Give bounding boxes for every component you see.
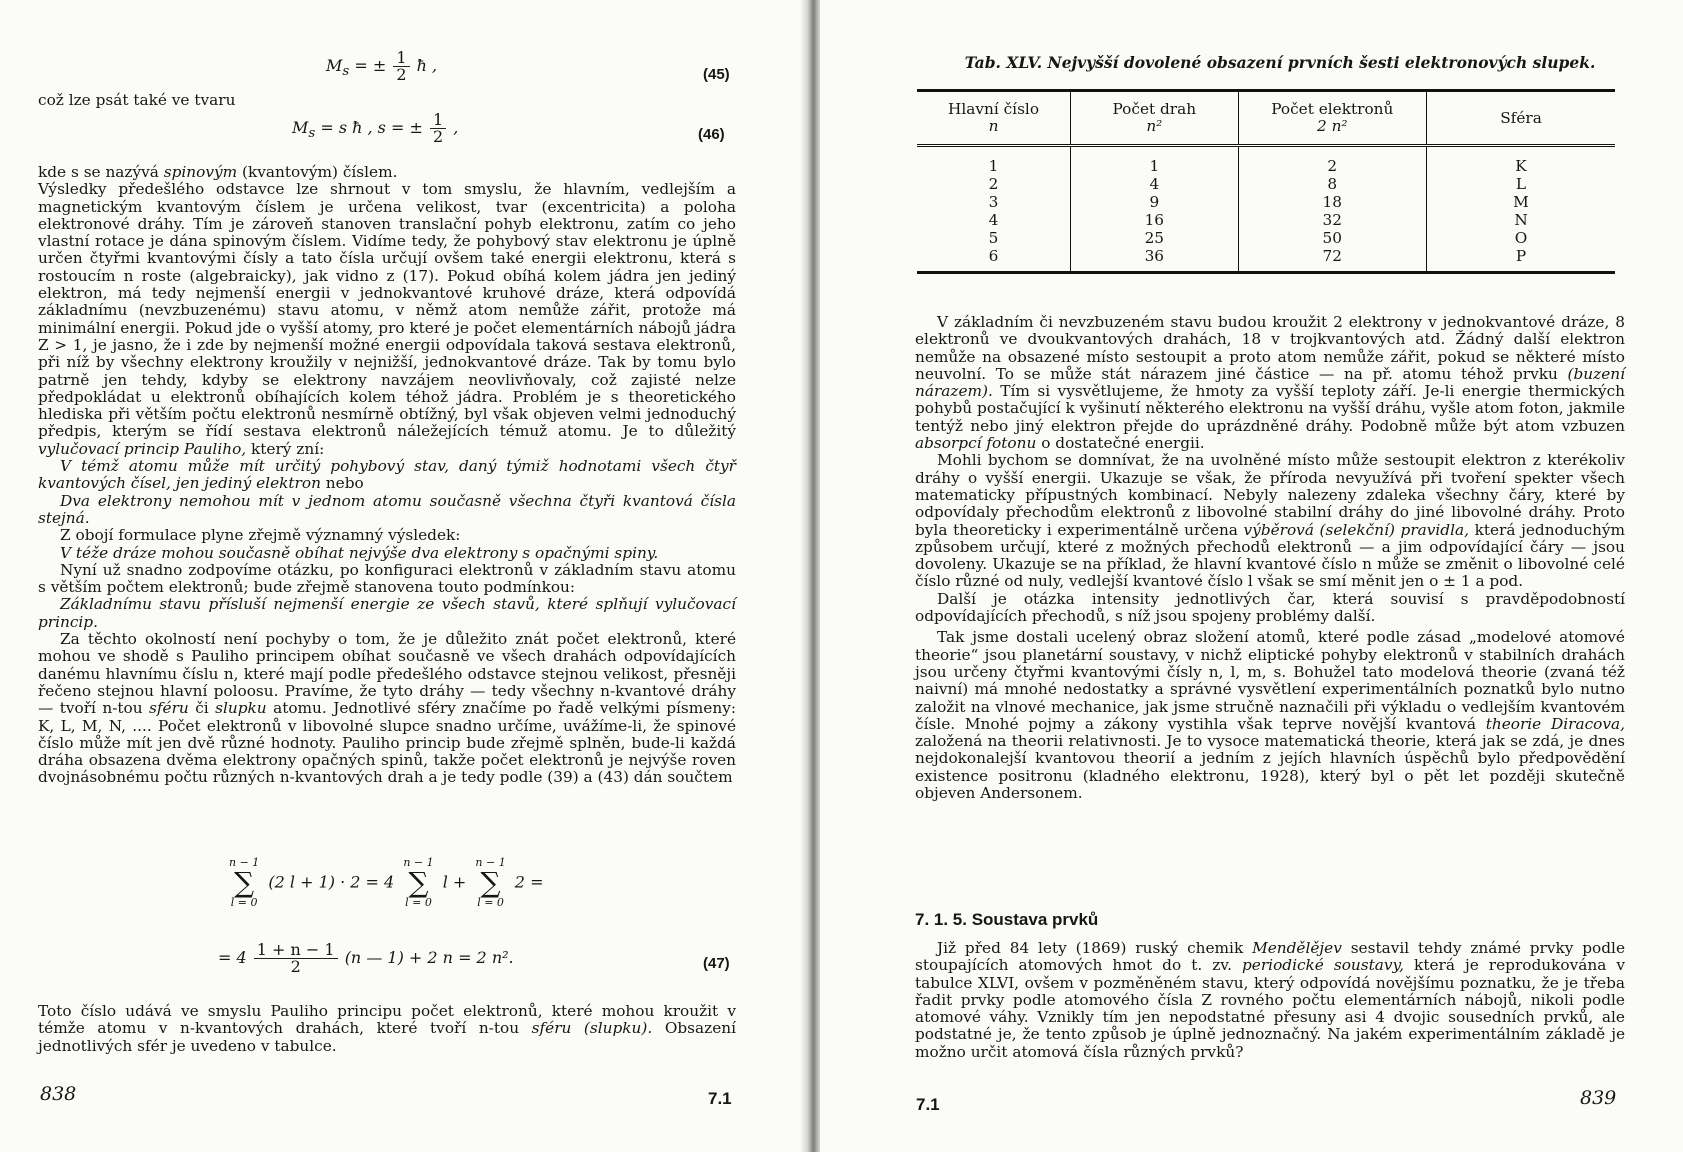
paragraph-ground-state: Základnímu stavu přísluší nejmenší energie ze všech stavů, které splňují vylučovací princip.: [38, 595, 736, 631]
text-run: kde s se nazývá: [38, 163, 164, 181]
equation-45-label: (45): [703, 66, 730, 83]
text-run: Obsazení jednotlivých sfér je uvedeno v tabulce.: [38, 1019, 736, 1055]
eq46-lhs: M: [292, 118, 309, 137]
left-page: [0, 0, 808, 1152]
text-run-italic: theorie Diracova,: [1485, 714, 1625, 733]
sum-lower: l = 0: [405, 896, 432, 909]
table-row: [917, 193, 1615, 211]
text-run: o dostatečné energii.: [1036, 434, 1205, 453]
eq45-sub: s: [342, 64, 350, 80]
text-run: Tak jsme dostali ucelený obraz složení atomů, které podle zásad „modelové atomové theorie“ jsou planetární soustavy, v nichž eliptické pohyby elektronů v stabilních drahách jsou určeny čtyřmi kvantovými čísly n, l, m, s. Bohužel tato modelová theorie (zvaná též naivní) má mnohé nedostatky a správné vysvětlení experimentálních poznatků bylo nutno založit na vlnové mechanice, jak jsme stručně naznačili při výkladu o vedlejším kvantovém čísle. Mnohé pojmy a zákony vystihla však teprve novější kvantová: [915, 628, 1625, 733]
table-cell: O: [1427, 229, 1615, 247]
text-run: která je reprodukována v tabulce XLVI, ovšem v pozměněném stavu, který odpovídá novějšímu poznatku, že je třeba řadit prvky podle atomového čísla Z rovného počtu elementárních nábojů, nikoli podle atomové váhy. Vznikly tím jen nepodstatné přesuny asi 4 dvojic sousedních prvků, ale podstatné je, že tento způsob je úplně jednoznačný. Na jakém experimentálním základě je možno určit atomová čísla různých prvků?: [915, 956, 1626, 1061]
text-run: nebo: [320, 474, 364, 493]
table-cell: 2: [1238, 146, 1426, 176]
text-run: založená na theorii relativnosti. Je to vysoce matematická theorie, která jak se zdá, je dnes nejdokonalejší kvantovou theorií a jedním z jejích hlavních úspěchů bylo předpovědění existence positronu (kladného elektronu, 1928), který byl o pět let později skutečně objeven Andersonem.: [915, 732, 1625, 803]
text-run-italic: vylučovací princip Pauliho,: [38, 439, 247, 458]
table-row: [917, 175, 1615, 193]
text-run: Tím si vysvětlujeme, že hmoty za vyšší teploty září. Je-li energie thermických pohybů postačující k vyšinutí některého elektronu na vyšší dráhu, vyšle atom foton, jakmile tentýž nebo jiný elektron přejde do uprázdněné dráhy. Podobně může být atom vzbuzen: [915, 382, 1625, 435]
equation-47-label: (47): [703, 955, 730, 972]
table-cell: 32: [1238, 211, 1426, 229]
table-cell: P: [1427, 247, 1615, 273]
text-run-italic: slupku: [215, 699, 267, 718]
table-cell: 4: [1071, 175, 1239, 193]
table-cell: 18: [1238, 193, 1426, 211]
eq46-num: 1: [430, 112, 446, 129]
table-cell: 5: [917, 229, 1071, 247]
header-symbol: 2 n²: [1316, 117, 1348, 135]
text-run-italic: spinovým: [163, 163, 238, 181]
text-run: který zní:: [246, 439, 325, 458]
right-text-block-1: [915, 314, 1625, 802]
paragraph-intensity: Další je otázka intensity jednotlivých čar, která souvisí s pravděpodobností odpovídajících přechodů, s níž jsou spojeny problémy další.: [915, 589, 1625, 626]
text-run: Toto číslo udává ve smyslu Pauliho principu počet elektronů, které mohou kroužit v témže atomu v n-kvantových drahách, které tvoří n-tou: [38, 1002, 736, 1038]
sum-lower: l = 0: [230, 896, 258, 909]
page-number-right: 839: [1580, 1087, 1617, 1109]
table-caption: Tab. XLV. Nejvyšší dovolené obsazení prvních šesti elektronových slupek.: [964, 53, 1596, 72]
header-line: Hlavní číslo: [948, 100, 1040, 118]
text-run: Již před 84 lety (1869) ruský chemik: [937, 939, 1253, 957]
equation-47-line2: [218, 942, 514, 975]
text-run-italic: (buzení nárazem).: [915, 364, 1625, 401]
table-cell: 8: [1238, 175, 1426, 193]
eq45-fraction: [393, 50, 409, 83]
table-row: [917, 146, 1615, 176]
text-run: Mohli bychom se domnívat, že na uvolněné místo může sestoupit elektron z kterékoliv dráhy o vyšší energii. Ukazuje se však, že příroda nevyužívá při tvoření spekter všech matematicky přípustných kombinací. Nebyly nalezeny zdaleka všechny čáry, které by odpovídaly přechodům elektronů z libovolné stabilní dráhy do jiné libovolné dráhy. Proto byla theoreticky i experimentálně určena: [915, 451, 1625, 539]
text-run: (kvantovým) číslem.: [237, 163, 398, 181]
eq46-mid: = s ħ , s = ±: [320, 118, 423, 137]
table-cell: M: [1427, 193, 1615, 211]
paragraph-configuration: Nyní už snadno zodpovíme otázku, po konfiguraci elektronů v základním stavu atomu s větším počtem elektronů; bude zřejmě stanovena touto podmínkou:: [38, 560, 736, 597]
table-cell: N: [1427, 211, 1615, 229]
table-cell: 9: [1071, 193, 1239, 211]
table-row: [917, 247, 1615, 273]
text-run-italic: sféru: [149, 699, 189, 718]
eq46-fraction: [430, 112, 446, 145]
table-cell: 1: [1071, 146, 1239, 176]
table-header-principal: [917, 91, 1071, 146]
equation-47-line1: [225, 857, 543, 909]
eq45-rhs: ħ ,: [416, 56, 438, 75]
text-run-italic: periodické soustavy,: [1242, 956, 1405, 975]
paragraph-shell-occupancy: [38, 1003, 736, 1055]
text-run: sestavil tehdy známé prvky podle stoupajících atomových hmot do t. zv.: [915, 939, 1625, 975]
header-symbol: n: [988, 117, 999, 135]
paragraph-model-theory: [915, 629, 1625, 802]
left-text-block-1: [38, 164, 736, 787]
table-cell: 3: [917, 193, 1071, 211]
text-run-italic: Mendělějev: [1252, 939, 1342, 957]
eq46-rhs: ,: [453, 118, 459, 137]
eq47-term-2: l +: [442, 872, 467, 892]
eq45-den: 2: [396, 65, 407, 84]
table-header-row: [917, 91, 1615, 146]
header-line: Počet drah: [1112, 100, 1197, 118]
paragraph-shells: [38, 631, 736, 787]
intro-eq46: což lze psát také ve tvaru: [38, 91, 236, 109]
table-row: [917, 211, 1615, 229]
page-number-left: 838: [40, 1083, 77, 1105]
sum-lower: l = 0: [477, 896, 504, 909]
section-mark-left: 7.1: [708, 1089, 732, 1108]
table-header-electrons: [1238, 91, 1426, 146]
text-run-italic: V témž atomu může mít určitý pohybový stav, daný týmiž hodnotami všech čtyř kvantových čísel, jen jediný elektron: [38, 457, 736, 493]
equation-46-label: (46): [698, 126, 725, 143]
eq46-den: 2: [432, 127, 444, 146]
text-run-italic: výběrová (selekční) pravidla,: [1243, 520, 1469, 539]
section-heading: 7. 1. 5. Soustava prvků: [915, 910, 1099, 929]
paragraph-opposite-spins: V téže dráze mohou současně obíhat nejvýše dva elektrony s opačnými spiny.: [60, 543, 659, 562]
eq47-den: 2: [290, 957, 301, 976]
header-line: Sféra: [1500, 108, 1542, 127]
text-run: která jednoduchým způsobem určují, které z možných přechodů elektronů — a jim odpovídající čáry — jsou dovoleny. Ukazuje se na příklad, že hlavní kvantové číslo n může se změnit o libovolné celé číslo různé od nuly, vedlejší kvantové číslo l však se smí měnit jen o ± 1 a pod.: [915, 520, 1625, 591]
sum-upper: n − 1: [475, 856, 506, 869]
table-cell: L: [1427, 175, 1615, 193]
eq47-term-1: (2 l + 1) · 2 = 4: [268, 872, 395, 892]
paragraph-pauli-statement: [38, 458, 736, 493]
paragraph-periodic-system: [915, 940, 1625, 1061]
eq47-pre: = 4: [218, 948, 247, 967]
paragraph-result: Z obojí formulace plyne zřejmě významný výsledek:: [60, 526, 461, 545]
table-cell: K: [1427, 146, 1615, 176]
paragraph-ground-state-shells: [915, 314, 1625, 452]
text-run: Za těchto okolností není pochyby o tom, že je důležito znát počet elektronů, které mohou ve shodě s Pauliho principem obíhat současně ve všech drahách odpovídajících danému hlavnímu číslu n, které mají podle předešlého odstavce stejnou velikost, přesněji řečeno stejnou hlavní poloosu. Pravíme, že tyto dráhy — tedy všechny n-kvantové dráhy — tvoří n-tou: [38, 630, 736, 718]
text-run-italic: absorpcí fotonu: [915, 434, 1037, 453]
header-line: Počet elektronů: [1271, 100, 1394, 118]
sum-symbol-3: n − 1 ∑ l = 0: [475, 856, 506, 909]
table-cell: 2: [917, 175, 1071, 193]
eq45-rel: = ±: [354, 56, 387, 75]
eq46-sub: s: [308, 126, 316, 142]
text-run: Výsledky předešlého odstavce lze shrnout v tom smyslu, že hlavním, vedlejším a magnetickým kvantovým číslem je určena velikost, tvar (excentricita) a poloha elektronové dráhy. Tím je zároveň stanoven translační pohyb elektronu, zatím co jeho vlastní rotace je dána spinovým číslem. Vidíme tedy, že pohybový stav elektronu je úplně určen čtyřmi kvantovými čísly a tato čísla určují ovšem také energii elektronu, která s rostoucím n roste (algebraicky), jak vidno z (17). Pokud obíhá kolem jádra jen jediný elektron, má tedy nejmenší energii v jednokvantové kruhové dráze, která odpovídá základnímu (nevzbuzenému) stavu atomu, v němž atom nemůže zářit, protože má minimální energii. Pokud jde o vyšší atomy, pro které je počet elementárních nábojů jádra Z > 1, je jasno, že i zde by nejmenší možné energii odpovídala taková sestava elektronů, při níž by všechny elektrony kroužily v nejnižší, jednokvantové dráze. Tak by tomu bylo patrně jen tehdy, kdyby se elektrony navzájem neovlivňovaly, což zajisté nelze předpokládat u elektronů obíhajících kolem téhož jádra. Problém je s theoretického hlediska při větším počtu elektronů nesmírně obtížný, byl však objeven velmi jednoduchý předpis, kterým se řídí sestava elektronů náležejících témuž atomu. Je to důležitý: [38, 180, 736, 441]
equation-45: [326, 50, 437, 83]
table-cell: 4: [917, 211, 1071, 229]
table-cell: 72: [1238, 247, 1426, 273]
paragraph-pauli-alt: Dva elektrony nemohou mít v jednom atomu současně všechna čtyři kvantová čísla stejná.: [38, 491, 736, 527]
shell-occupancy-table: [917, 89, 1615, 274]
table-cell: 50: [1238, 229, 1426, 247]
left-text-block-2: [38, 1003, 736, 1055]
table-header-sphere: [1427, 91, 1615, 146]
eq47-num: 1 + n − 1: [254, 942, 338, 959]
text-run-italic: sféru (slupku).: [531, 1019, 653, 1038]
table-cell: 6: [917, 247, 1071, 273]
paragraph-selection-rules: [915, 452, 1625, 590]
table-cell: 1: [917, 146, 1071, 176]
eq45-num: 1: [393, 50, 409, 67]
sum-symbol-2: n − 1 ∑ l = 0: [403, 856, 434, 909]
text-run: či: [188, 699, 216, 718]
section-mark-right: 7.1: [916, 1095, 940, 1114]
table-cell: 36: [1071, 247, 1239, 273]
right-page: [820, 0, 1683, 1152]
table-header-orbits: [1071, 91, 1239, 146]
eq47-post: (n — 1) + 2 n = 2 n².: [344, 948, 514, 967]
right-text-block-2: [915, 940, 1625, 1061]
eq45-lhs: M: [326, 56, 343, 75]
table-cell: 25: [1071, 229, 1239, 247]
paragraph-pauli-intro: [38, 181, 736, 458]
text-run: V základním či nevzbuzeném stavu budou kroužit 2 elektrony v jednokvantové dráze, 8 elektronů ve dvoukvantových drahách, 18 v trojkvantových atd. Žádný další elektron nemůže na obsazené místo sestoupit a proto atom nemůže zářit, pokud se některé místo neuvolní. To se může stát nárazem jiné částice — na př. atomu téhož prvku: [915, 313, 1625, 383]
header-symbol: n²: [1146, 117, 1163, 135]
equation-46: [292, 112, 458, 145]
text-run: atomu. Jednotlivé sféry značíme po řadě velkými písmeny: K, L, M, N, .... Počet elektronů v libovolné slupce snadno určíme, uvážíme-li, že spinové číslo může mít jen dvě různé hodnoty. Pauliho princip bude zřejmě splněn, bude-li každá dráha obsazena dvěma elektrony opačných spinů, takže počet elektronů je nejvýše roven dvojnásobnému počtu různých n-kvantových drah a je tedy podle (39) a (43) dán součtem: [38, 699, 736, 787]
sum-upper: n − 1: [229, 856, 260, 869]
paragraph-spin-number: [38, 164, 736, 181]
sum-upper: n − 1: [403, 856, 434, 869]
eq47-fraction: [254, 942, 338, 975]
table-row: [917, 229, 1615, 247]
eq47-term-3: 2 =: [514, 872, 544, 892]
sum-symbol-1: n − 1 ∑ l = 0: [229, 856, 260, 909]
table-cell: 16: [1071, 211, 1239, 229]
